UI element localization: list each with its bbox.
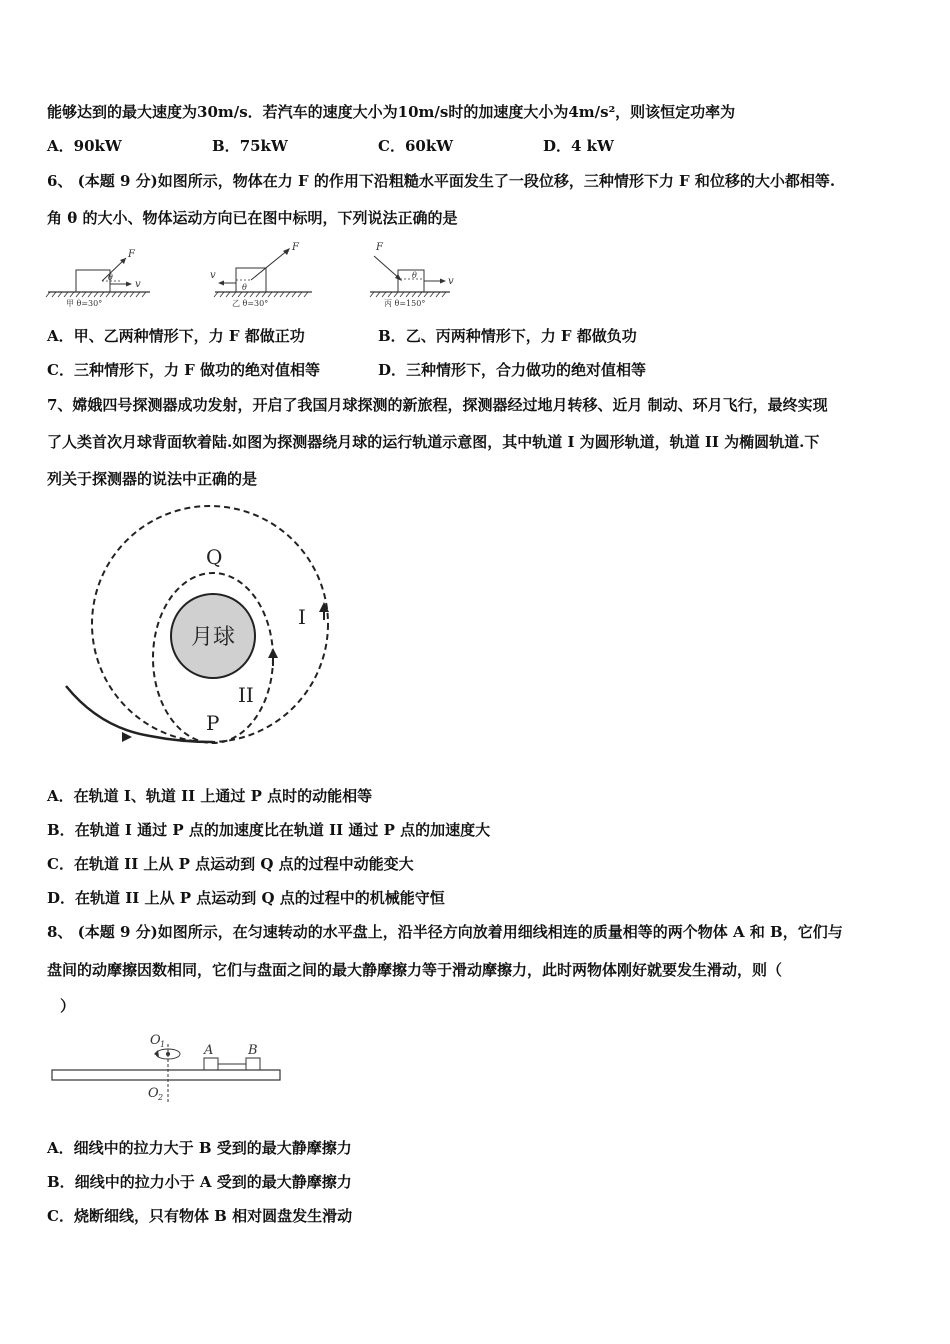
block-a xyxy=(204,1058,218,1070)
q6-option-c[interactable]: C．三种情形下，力 F 做功的绝对值相等 xyxy=(47,361,321,379)
svg-text:θ: θ xyxy=(108,273,113,282)
svg-text:v: v xyxy=(210,270,216,281)
svg-text:I: I xyxy=(298,605,306,629)
svg-text:θ: θ xyxy=(242,283,247,292)
q7-option-d[interactable]: D．在轨道 II 上从 P 点运动到 Q 点的过程中的机械能守恒 xyxy=(47,889,445,907)
block-b xyxy=(246,1058,260,1070)
q8-option-b[interactable]: B．细线中的拉力小于 A 受到的最大静摩擦力 xyxy=(47,1173,352,1191)
svg-text:月球: 月球 xyxy=(190,625,236,650)
q8-stem-line3: ） xyxy=(60,997,76,1015)
q6-option-b[interactable]: B．乙、丙两种情形下，力 F 都做负功 xyxy=(378,327,637,345)
q5-option-d[interactable]: D．4 kW xyxy=(543,137,614,155)
q8-stem-line2: 盘间的动摩擦因数相同，它们与盘面之间的最大静摩擦力等于滑动摩擦力，此时两物体刚好就要发生滑动，则（ xyxy=(47,961,783,979)
q6-stem-line2: 角 θ 的大小、物体运动方向已在图中标明，下列说法正确的是 xyxy=(47,209,458,227)
svg-text:O: O xyxy=(150,1033,161,1048)
svg-text:O: O xyxy=(148,1086,159,1101)
q7-stem-line3: 列关于探测器的说法中正确的是 xyxy=(47,470,258,488)
disk xyxy=(52,1070,280,1080)
svg-text:A: A xyxy=(204,1043,214,1058)
q6-panel-bing xyxy=(370,242,454,308)
q8-option-a[interactable]: A．细线中的拉力大于 B 受到的最大静摩擦力 xyxy=(47,1139,352,1157)
svg-text:Q: Q xyxy=(206,545,223,569)
approach-path xyxy=(66,686,213,742)
svg-text:乙 θ=30°: 乙 θ=30° xyxy=(232,299,269,308)
q7-option-c[interactable]: C．在轨道 II 上从 P 点运动到 Q 点的过程中动能变大 xyxy=(47,855,414,873)
svg-text:F: F xyxy=(376,242,383,253)
q7-orbit-figure xyxy=(60,498,360,758)
svg-text:F: F xyxy=(292,242,299,253)
q7-option-a[interactable]: A．在轨道 I、轨道 II 上通过 P 点时的动能相等 xyxy=(47,787,373,805)
q6-option-a[interactable]: A．甲、乙两种情形下，力 F 都做正功 xyxy=(47,327,305,345)
q6-panel-yi xyxy=(210,242,312,308)
svg-text:丙 θ=150°: 丙 θ=150° xyxy=(384,299,426,308)
svg-text:1: 1 xyxy=(160,1040,166,1049)
q8-disk-figure xyxy=(48,1030,288,1106)
svg-text:甲 θ=30°: 甲 θ=30° xyxy=(66,299,103,308)
q6-panel-jia xyxy=(46,249,150,308)
q7-stem-line1: 7、嫦娥四号探测器成功发射，开启了我国月球探测的新旅程，探测器经过地月转移、近月 制动、环月飞行，最终实现 xyxy=(47,396,828,414)
svg-text:2: 2 xyxy=(158,1093,164,1102)
svg-text:v: v xyxy=(135,279,141,290)
q8-stem-line1: 8、 (本题 9 分)如图所示，在匀速转动的水平盘上，沿半径方向放着用细线相连的质量相等的两个物体 A 和 B，它们与 xyxy=(47,923,843,941)
q8-option-c[interactable]: C．烧断细线，只有物体 B 相对圆盘发生滑动 xyxy=(47,1207,353,1225)
svg-text:v: v xyxy=(448,276,454,287)
q5-stem: 能够达到的最大速度为30m/s．若汽车的速度大小为10m/s时的加速度大小为4m/s²，则该恒定功率为 xyxy=(47,103,736,121)
q5-option-a[interactable]: A．90kW xyxy=(47,137,122,155)
q7-option-b[interactable]: B．在轨道 I 通过 P 点的加速度比在轨道 II 通过 P 点的加速度大 xyxy=(47,821,491,839)
q5-option-b[interactable]: B．75kW xyxy=(212,137,288,155)
q6-force-figure xyxy=(40,238,470,310)
svg-text:F: F xyxy=(128,249,135,260)
svg-text:B: B xyxy=(248,1043,258,1058)
q5-option-c[interactable]: C．60kW xyxy=(378,137,454,155)
svg-text:II: II xyxy=(238,683,254,707)
q6-option-d[interactable]: D．三种情形下，合力做功的绝对值相等 xyxy=(378,361,647,379)
q7-stem-line2: 了人类首次月球背面软着陆.如图为探测器绕月球的运行轨道示意图，其中轨道 I 为圆形轨道，轨道 II 为椭圆轨道.下 xyxy=(47,433,820,451)
q6-stem-line1: 6、 (本题 9 分)如图所示，物体在力 F 的作用下沿粗糙水平面发生了一段位移，三种情形下力 F 和位移的大小都相等. xyxy=(47,172,836,190)
svg-text:P: P xyxy=(206,711,220,735)
svg-text:θ: θ xyxy=(412,271,417,280)
